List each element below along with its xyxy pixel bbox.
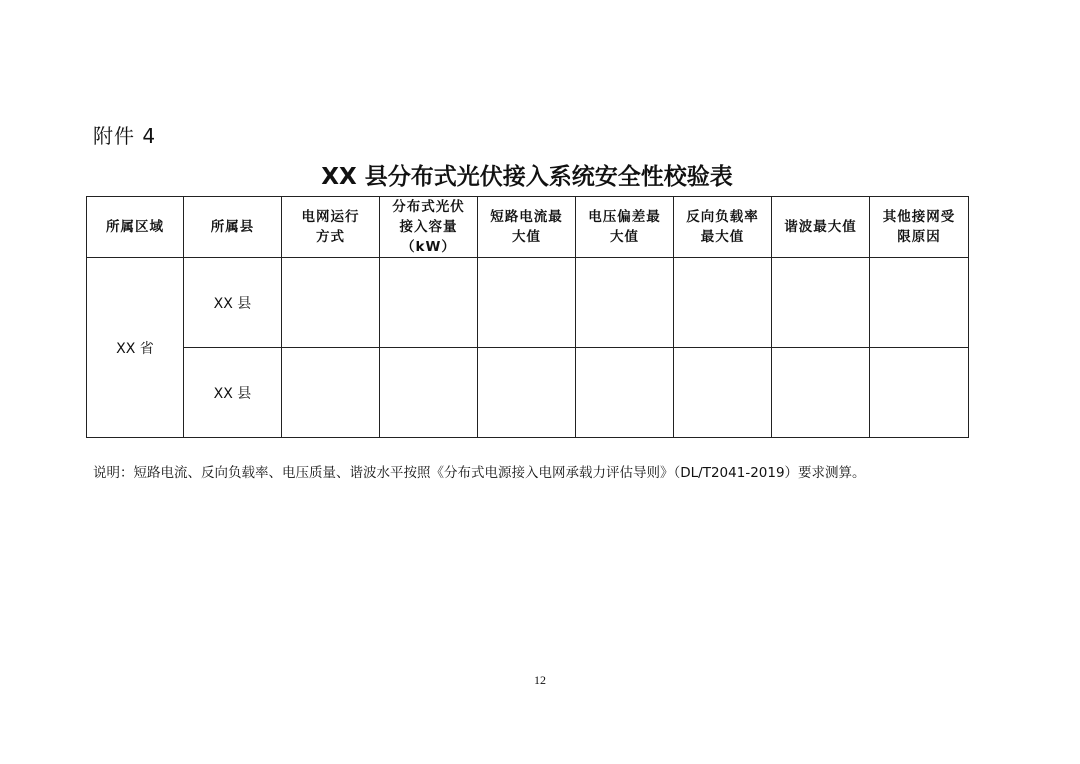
header-pv-capacity: [380, 197, 478, 258]
header-region: [87, 197, 184, 258]
header-line: 大值: [610, 229, 639, 245]
header-line: 其他接网受: [882, 209, 956, 225]
table-header-row: [87, 197, 969, 258]
table-cell: [282, 348, 380, 438]
region-cell: XX 省: [87, 258, 184, 438]
header-county: [184, 197, 282, 258]
header-line: 反向负载率: [686, 209, 759, 225]
table-cell: [282, 258, 380, 348]
header-reverse-load-rate: [674, 197, 772, 258]
header-line: 电网运行: [301, 209, 360, 225]
header-grid-operation-mode: [282, 197, 380, 258]
header-line: 谐波最大值: [784, 219, 857, 235]
document-title: XX 县分布式光伏接入系统安全性校验表: [321, 164, 733, 190]
county-cell: XX 县: [184, 348, 282, 438]
table-cell: [870, 258, 969, 348]
header-line: 接入容量: [399, 219, 458, 235]
safety-check-table: [86, 196, 969, 438]
table-row: [87, 348, 969, 438]
page-number: 12: [534, 673, 546, 687]
header-line: （kW）: [401, 239, 456, 255]
table-cell: [576, 348, 674, 438]
table-cell: [380, 258, 478, 348]
header-line: 电压偏差最: [588, 209, 661, 225]
header-harmonic-max: [772, 197, 870, 258]
header-voltage-deviation: [576, 197, 674, 258]
header-line: 分布式光伏: [392, 199, 465, 215]
table-cell: [674, 348, 772, 438]
table-cell: [576, 258, 674, 348]
table-cell: [380, 348, 478, 438]
county-cell: XX 县: [184, 258, 282, 348]
header-line: 方式: [316, 229, 345, 245]
table-cell: [674, 258, 772, 348]
table-cell: [478, 348, 576, 438]
header-line: 所属区域: [106, 219, 164, 235]
table-cell: [772, 348, 870, 438]
header-line: 限原因: [897, 229, 941, 245]
header-line: 短路电流最: [490, 209, 563, 225]
header-line: 最大值: [700, 229, 745, 245]
header-line: 所属县: [210, 219, 255, 235]
table-cell: [478, 258, 576, 348]
header-other-limit-reasons: [870, 197, 969, 258]
table-cell: [772, 258, 870, 348]
table-row: [87, 258, 969, 348]
table-cell: [870, 348, 969, 438]
table-note: 说明：短路电流、反向负载率、电压质量、谐波水平按照《分布式电源接入电网承载力评估导则》（DL/T2041-2019）要求测算。: [93, 465, 866, 481]
header-line: 大值: [512, 229, 541, 245]
attachment-label: 附件 4: [93, 124, 157, 148]
header-short-circuit-current: [478, 197, 576, 258]
